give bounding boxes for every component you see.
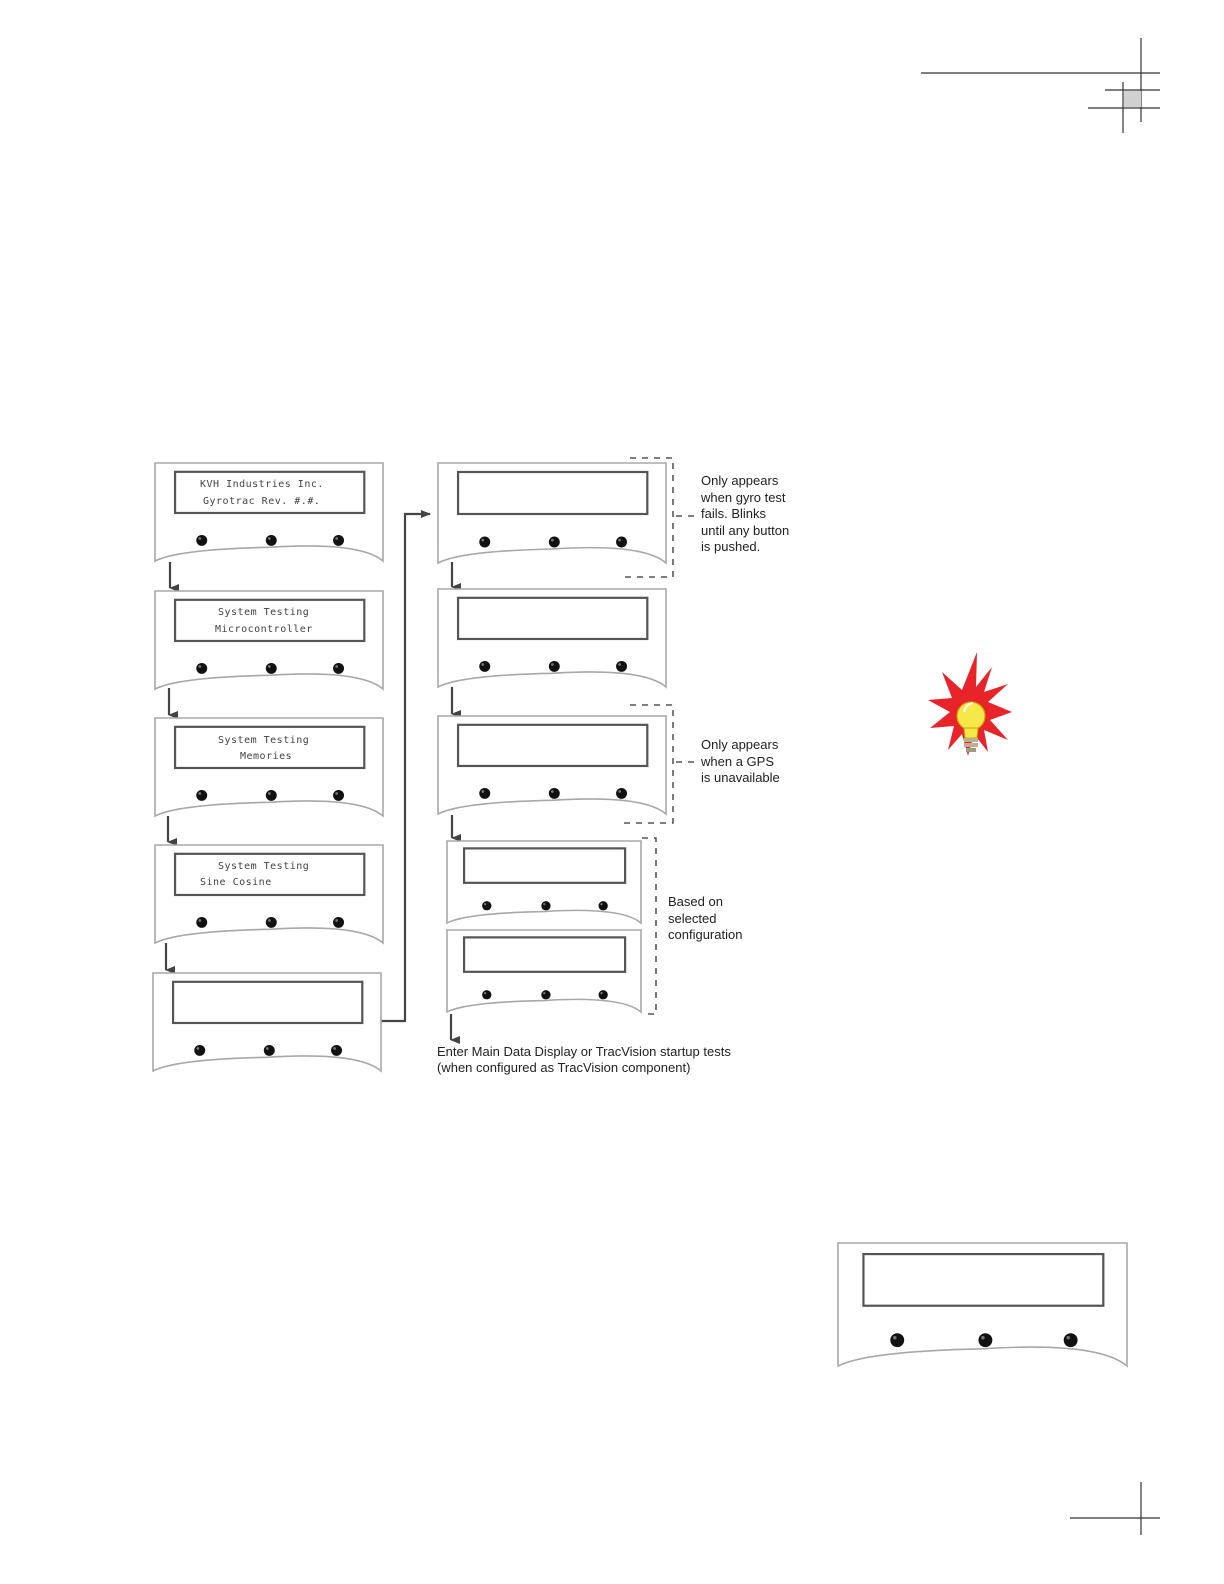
crop-marks-top-right	[921, 38, 1160, 133]
panel-button	[599, 990, 608, 999]
arrow-left-to-right	[381, 514, 430, 1021]
lcd-line-1: System Testing	[218, 607, 310, 618]
display-unit-microcontroller-test	[155, 591, 383, 689]
panel-button-highlight	[551, 790, 554, 793]
panel-button	[549, 537, 560, 548]
lcd-line-1: System Testing	[218, 861, 310, 872]
panel-button-highlight	[335, 537, 338, 540]
lcd-screen	[464, 848, 625, 882]
display-unit-gps-unavailable	[438, 716, 666, 814]
note-selected-configuration: Based on selected configuration	[668, 894, 743, 942]
panel-button	[549, 788, 560, 799]
panel-button	[479, 788, 490, 799]
panel-button	[616, 661, 627, 672]
lcd-screen	[458, 472, 647, 514]
display-unit-kvh-splash	[155, 463, 383, 561]
panel-button-highlight	[618, 790, 621, 793]
panel-button-highlight	[893, 1336, 896, 1339]
display-unit-right-2	[438, 589, 666, 687]
panel-button-highlight	[333, 1047, 336, 1050]
footer-exit-text: Enter Main Data Display or TracVision startup tests (when configured as TracVision component)	[437, 1044, 731, 1075]
panel-button-highlight	[335, 919, 338, 922]
panel-button-highlight	[1066, 1336, 1069, 1339]
panel-button	[541, 901, 550, 910]
panel-button-highlight	[484, 903, 486, 905]
panel-button	[1064, 1333, 1078, 1347]
lcd-line-2: Memories	[240, 751, 293, 762]
panel-drawing	[447, 930, 641, 1016]
panel-button-highlight	[484, 992, 486, 994]
lcd-screen	[458, 725, 647, 766]
panel-button	[333, 535, 344, 546]
display-unit-standalone	[838, 1243, 1127, 1366]
display-unit-gyro-fail	[438, 463, 666, 563]
lcd-screen	[173, 982, 362, 1023]
bracket-config	[642, 838, 656, 1014]
panel-button-highlight	[551, 663, 554, 666]
panel-button-highlight	[198, 792, 201, 795]
crop-marks-bottom-right	[1070, 1482, 1160, 1535]
panel-drawing	[153, 973, 381, 1075]
panel-button	[266, 917, 277, 928]
note-gyro-fail: Only appears when gyro test fails. Blinks until any button is pushed.	[701, 473, 790, 554]
lcd-screen	[863, 1254, 1103, 1306]
display-unit-config-b	[447, 930, 641, 1012]
panel-button-highlight	[268, 919, 271, 922]
panel-button-highlight	[543, 992, 545, 994]
panel-button-highlight	[268, 665, 271, 668]
panel-button-highlight	[196, 1047, 199, 1050]
panel-button-highlight	[481, 790, 484, 793]
panel-button	[331, 1045, 342, 1056]
lcd-screen	[458, 598, 647, 639]
panel-button	[479, 537, 490, 548]
panel-drawing	[438, 463, 666, 567]
panel-button-highlight	[600, 992, 602, 994]
panel-drawing	[155, 718, 383, 820]
panel-button-highlight	[335, 792, 338, 795]
display-unit-sine-cosine-test	[155, 845, 383, 943]
panel-drawing	[438, 716, 666, 818]
panel-button-highlight	[981, 1336, 984, 1339]
panel-button-highlight	[198, 537, 201, 540]
panel-button	[616, 788, 627, 799]
panel-drawing	[438, 589, 666, 691]
lcd-line-1: System Testing	[218, 735, 310, 746]
panel-button-highlight	[268, 792, 271, 795]
panel-drawing	[447, 841, 641, 927]
lcd-screen	[464, 937, 625, 971]
panel-button	[196, 663, 207, 674]
display-unit-left-5	[153, 973, 381, 1071]
panel-button	[333, 663, 344, 674]
lcd-line-2: Gyrotrac Rev. #.#.	[203, 496, 321, 507]
panel-button-highlight	[335, 665, 338, 668]
panel-button	[616, 537, 627, 548]
panel-button	[978, 1333, 992, 1347]
panel-button	[333, 917, 344, 928]
display-unit-config-a	[447, 841, 641, 923]
panel-button	[541, 990, 550, 999]
note-gps-unavailable: Only appears when a GPS is unavailable	[701, 737, 780, 785]
panel-button-highlight	[600, 903, 602, 905]
panel-button-highlight	[481, 663, 484, 666]
panel-button	[890, 1333, 904, 1347]
panel-button	[196, 790, 207, 801]
lcd-screen	[175, 854, 364, 895]
panel-button	[266, 535, 277, 546]
panel-button-highlight	[198, 919, 201, 922]
panel-button	[599, 901, 608, 910]
panel-button	[479, 661, 490, 672]
display-unit-memories-test	[155, 718, 383, 816]
panel-button	[482, 901, 491, 910]
lcd-line-2: Microcontroller	[215, 624, 313, 635]
panel-button	[266, 663, 277, 674]
panel-button-highlight	[266, 1047, 269, 1050]
panel-button	[196, 535, 207, 546]
panel-button-highlight	[543, 903, 545, 905]
lcd-line-2: Sine Cosine	[200, 877, 272, 888]
panel-button	[482, 990, 491, 999]
panel-button-highlight	[198, 665, 201, 668]
panel-button	[549, 661, 560, 672]
panel-button	[194, 1045, 205, 1056]
lcd-line-1: KVH Industries Inc.	[200, 479, 324, 490]
panel-drawing	[838, 1243, 1127, 1370]
panel-button	[264, 1045, 275, 1056]
panel-button-highlight	[618, 663, 621, 666]
panel-button-highlight	[268, 537, 271, 540]
panel-button	[266, 790, 277, 801]
panel-button	[333, 790, 344, 801]
lightbulb-tip-icon	[928, 652, 1012, 756]
panel-button-highlight	[551, 539, 554, 542]
panel-button	[196, 917, 207, 928]
panel-button-highlight	[618, 539, 621, 542]
panel-button-highlight	[481, 539, 484, 542]
